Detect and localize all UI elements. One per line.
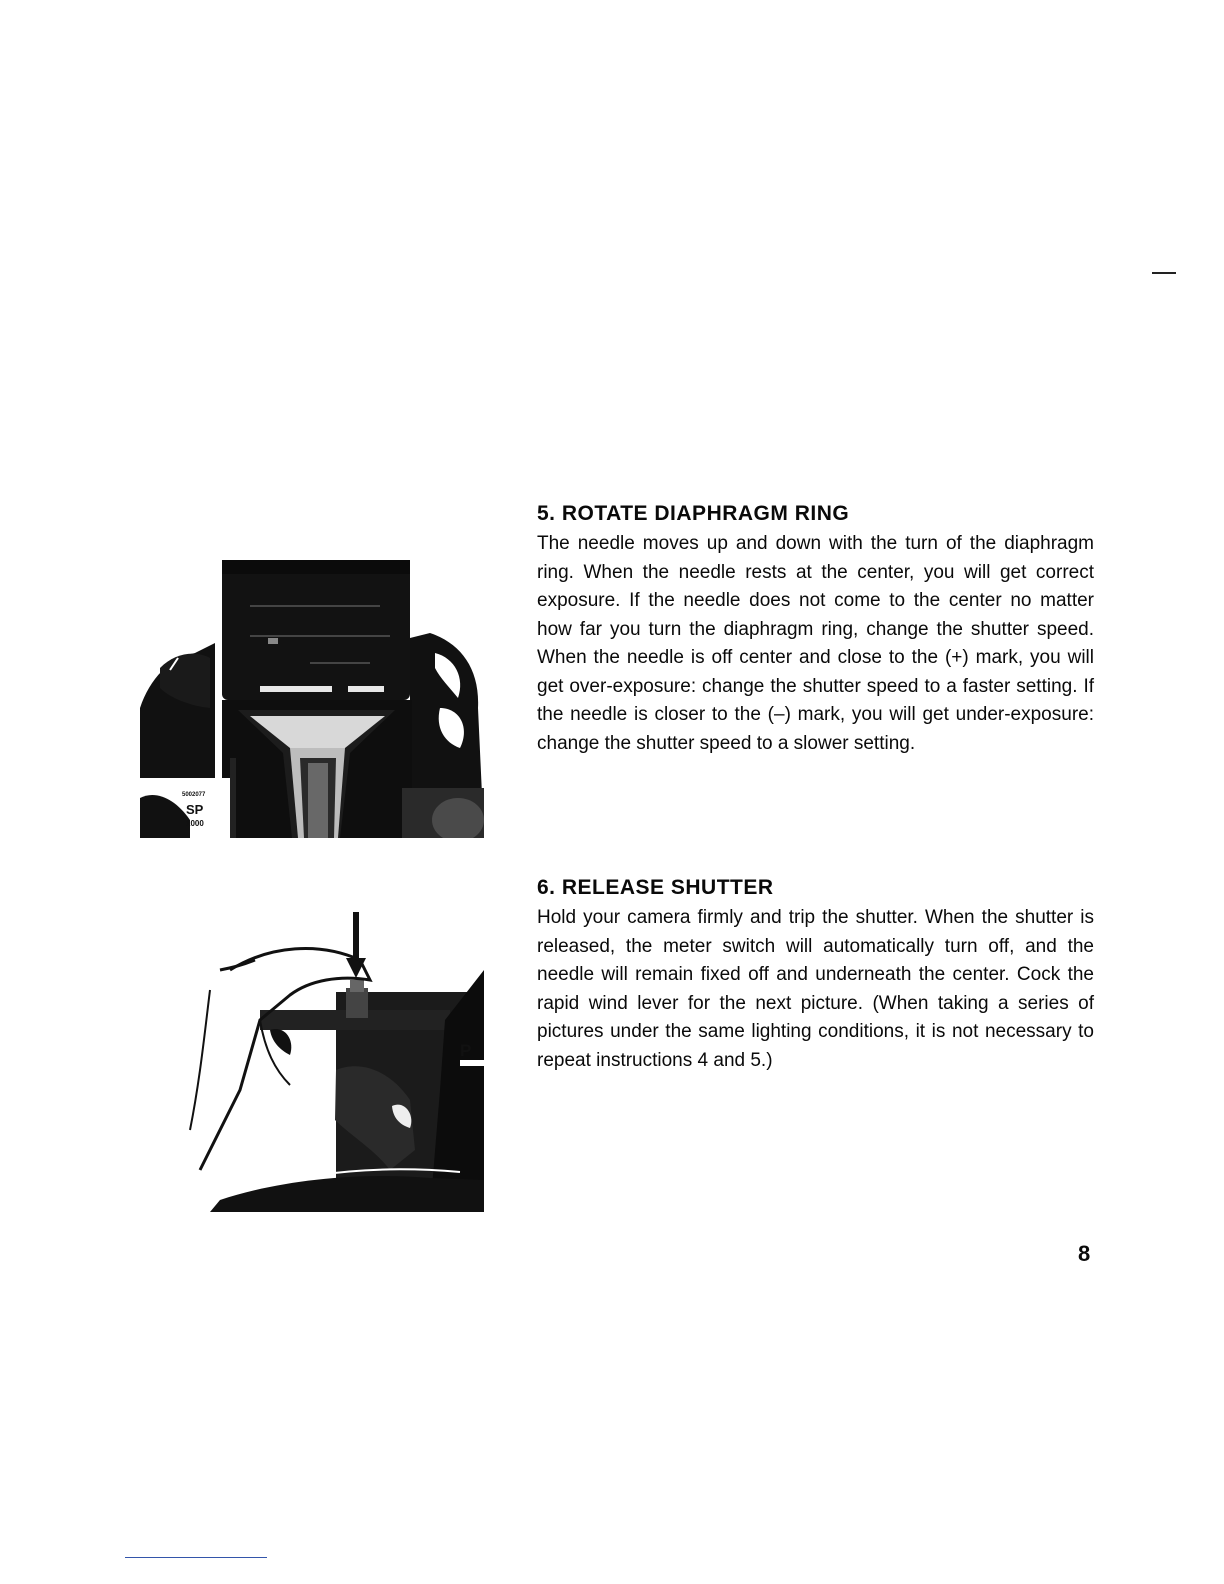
page-number: 8 <box>1078 1241 1091 1266</box>
section-heading: 5. ROTATE DIAPHRAGM RING <box>537 502 850 525</box>
shutter-release-photo <box>160 910 484 1212</box>
margin-mark <box>1152 272 1176 274</box>
section-rotate-diaphragm-ring <box>537 502 1094 758</box>
section-release-shutter <box>537 876 1094 1075</box>
camera-top-photo <box>140 558 484 838</box>
camera-serial-label: 5002077 <box>182 792 206 798</box>
section-heading: 6. RELEASE SHUTTER <box>537 876 774 899</box>
section-body: The needle moves up and down with the turn of the diaphragm ring. When the needle rests at the center, you will get correct exposure. If the needle does not come to the center no matter how far you turn the diaphragm ring, change the shutter speed. When the needle is off center and close to the (+) mark, you will get over-exposure: change the shutter speed to a faster setting. If the needle is closer to the (–) mark, you will get under-exposure: change the shutter speed to a slower setting. <box>537 533 1094 754</box>
camera-model-label: SP <box>186 802 204 817</box>
camera-model-number: 1000 <box>186 819 204 828</box>
section-body: Hold your camera firmly and trip the shutter. When the shutter is released, the meter switch will automatically turn off, and the needle will remain fixed off and underneath the center. Cock the rapid wind lever for the next picture. (When taking a series of pictures under the same lighting conditions, it is not necessary to repeat instructions 4 and 5.) <box>537 907 1094 1071</box>
mode-letter: P <box>460 1041 472 1060</box>
footer-rule <box>125 1557 267 1558</box>
